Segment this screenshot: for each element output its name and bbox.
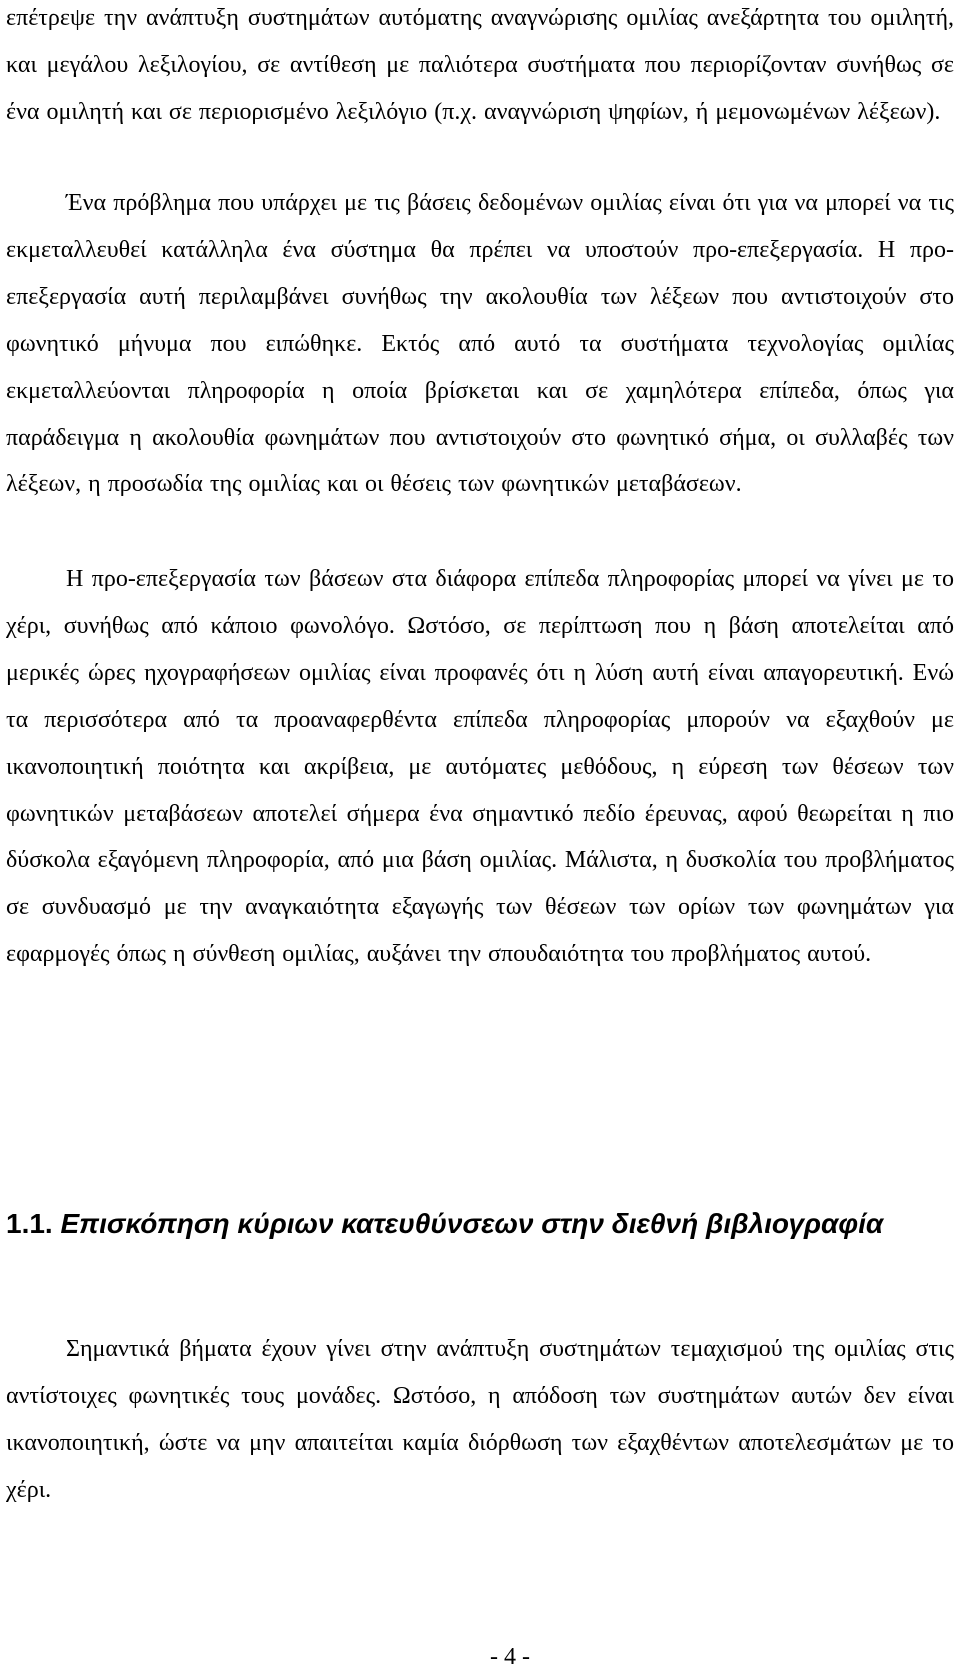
- section-number: 1.1.: [6, 1208, 53, 1239]
- paragraph-manual-preprocessing: Η προ-επεξεργασία των βάσεων στα διάφορα επίπεδα πληροφορίας μπορεί να γίνει με το χέρι, συνήθως από κάποιο φωνολόγο. Ωστόσο, σε περίπτωση που η βάση αποτελείται από μερικές ώρες ηχογραφήσεων ομιλίας είναι προφανές ότι η λύση αυτή είναι απαγορευτική. Ενώ τα περισσότερα από τα προαναφερθέντα επίπεδα πληροφορίας μπορούν να εξαχθούν με ικανοποιητική ποιότητα και ακρίβεια, με αυτόματες μεθόδους, η εύρεση των θέσεων των φωνητικών μεταβάσεων αποτελεί σήμερα ένα σημαντικό πεδίο έρευνας, αφού θεωρείται η πιο δύσκολα εξαγόμενη πληροφορία, από μια βάση ομιλίας. Μάλιστα, η δυσκολία του προβλήματος σε συνδυασμό με την αναγκαιότητα εξαγωγής των θέσεων των ορίων των φωνημάτων για εφαρμογές όπως η σύνθεση ομιλίας, αυξάνει την σπουδαιότητα του προβλήματος αυτού.: [6, 566, 954, 968]
- paragraph-continuation: επέτρεψε την ανάπτυξη συστημάτων αυτόματης αναγνώρισης ομιλίας ανεξάρτητα του ομιλητή, και μεγάλου λεξιλογίου, σε αντίθεση με παλιότερα συστήματα που περιορίζονταν συνήθως σε ένα ομιλητή και σε περιορισμένο λεξιλόγιο (π.χ. αναγνώριση ψηφίων, ή μεμονωμένων λέξεων).: [6, 5, 954, 125]
- section-title: Επισκόπηση κύριων κατευθύνσεων στην διεθνή βιβλιογραφία: [60, 1208, 884, 1239]
- paragraph-section-intro: Σημαντικά βήματα έχουν γίνει στην ανάπτυξη συστημάτων τεμαχισμού της ομιλίας στις αντίστοιχες φωνητικές τους μονάδες. Ωστόσο, η απόδοση των συστημάτων αυτών δεν είναι ικανοποιητική, ώστε να μην απαιτείται καμία διόρθωση των εξαχθέντων αποτελεσμάτων με το χέρι.: [6, 1336, 954, 1503]
- section-heading: [6, 1199, 954, 1248]
- page-number: - 4 -: [490, 1644, 530, 1670]
- paragraph-preprocessing-problem: Ένα πρόβλημα που υπάρχει με τις βάσεις δεδομένων ομιλίας είναι ότι για να μπορεί να τις εκμεταλλευθεί κατάλληλα ένα σύστημα θα πρέπει να υποστούν προ-επεξεργασία. Η προ-επεξεργασία αυτή περιλαμβάνει συνήθως την ακολουθία των λέξεων που αντιστοιχούν στο φωνητικό μήνυμα που ειπώθηκε. Εκτός από αυτό τα συστήματα τεχνολογίας ομιλίας εκμεταλλεύονται πληροφορία η οποία βρίσκεται και σε χαμηλότερα επίπεδα, όπως για παράδειγμα η ακολουθία φωνημάτων που αντιστοιχούν στο φωνητικό σήμα, οι συλλαβές των λέξεων, η προσωδία της ομιλίας και οι θέσεις των φωνητικών μεταβάσεων.: [6, 190, 954, 498]
